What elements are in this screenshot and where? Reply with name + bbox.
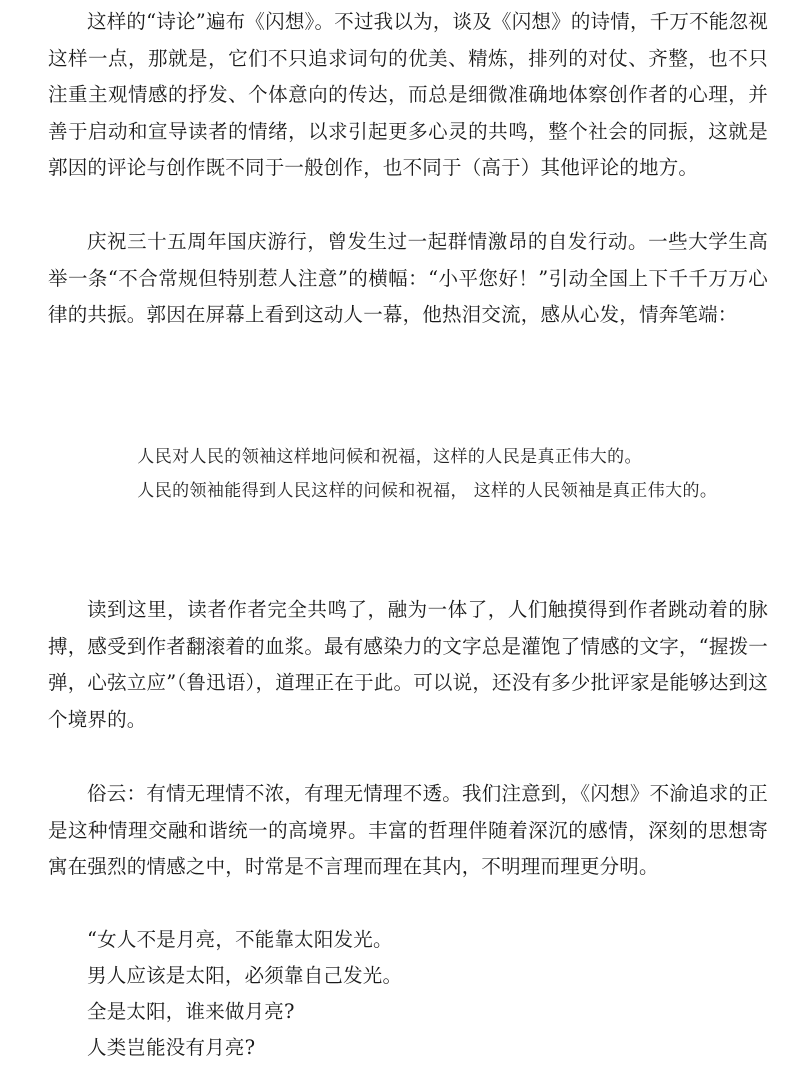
quote-line-2: 人民的领袖能得到人民这样的问候和祝福， 这样的人民领袖是真正伟大的。 xyxy=(137,481,718,501)
verse-line-3: 全是太阳，谁来做月亮? xyxy=(87,1000,295,1023)
document-page xyxy=(48,0,768,1072)
verse-line-4: 人类岂能没有月亮? xyxy=(87,1036,256,1059)
verse-line-1: “女人不是月亮，不能靠太阳发光。 xyxy=(87,928,393,951)
paragraph-4: 俗云：有情无理情不浓，有理无情理不透。我们注意到，《闪想》不渝追求的正是这种情理交融和谐统一的高境界。丰富的哲理伴随着深沉的感情，深刻的思想寄寓在强烈的情感之中，时常是不言理而理在其内，不明理而理更分明。 xyxy=(48,782,768,879)
verse-line-2: 男人应该是太阳，必须靠自己发光。 xyxy=(87,964,403,987)
quote-line-1: 人民对人民的领袖这样地问候和祝福，这样的人民是真正伟大的。 xyxy=(137,447,642,467)
paragraph-1: 这样的“诗论”遍布《闪想》。不过我以为，谈及《闪想》的诗情，千万不能忽视这样一点，那就是，它们不只追求词句的优美、精炼，排列的对仗、齐整，也不只注重主观情感的抒发、个体意向的传达，而总是细微准确地体察创作者的心理，并善于启动和宣导读者的情绪，以求引起更多心灵的共鸣，整个社会的同振，这就是郭因的评论与创作既不同于一般创作，也不同于（高于）其他评论的地方。 xyxy=(48,10,768,180)
block-quote xyxy=(88,440,768,508)
paragraph-3: 读到这里，读者作者完全共鸣了，融为一体了，人们触摸得到作者跳动着的脉搏，感受到作者翻滚着的血浆。最有感染力的文字总是灌饱了情感的文字，“握拨一弹，心弦立应”（鲁迅语），道理正在于此。可以说，还没有多少批评家是能够达到这个境界的。 xyxy=(48,598,768,731)
paragraph-2: 庆祝三十五周年国庆游行，曾发生过一起群情激昂的自发行动。一些大学生高举一条“不合常规但特别惹人注意”的横幅：“小平您好！”引动全国上下千千万万心律的共振。郭因在屏幕上看到这动人一幕，他热泪交流，感从心发，情奔笔端： xyxy=(48,230,768,327)
